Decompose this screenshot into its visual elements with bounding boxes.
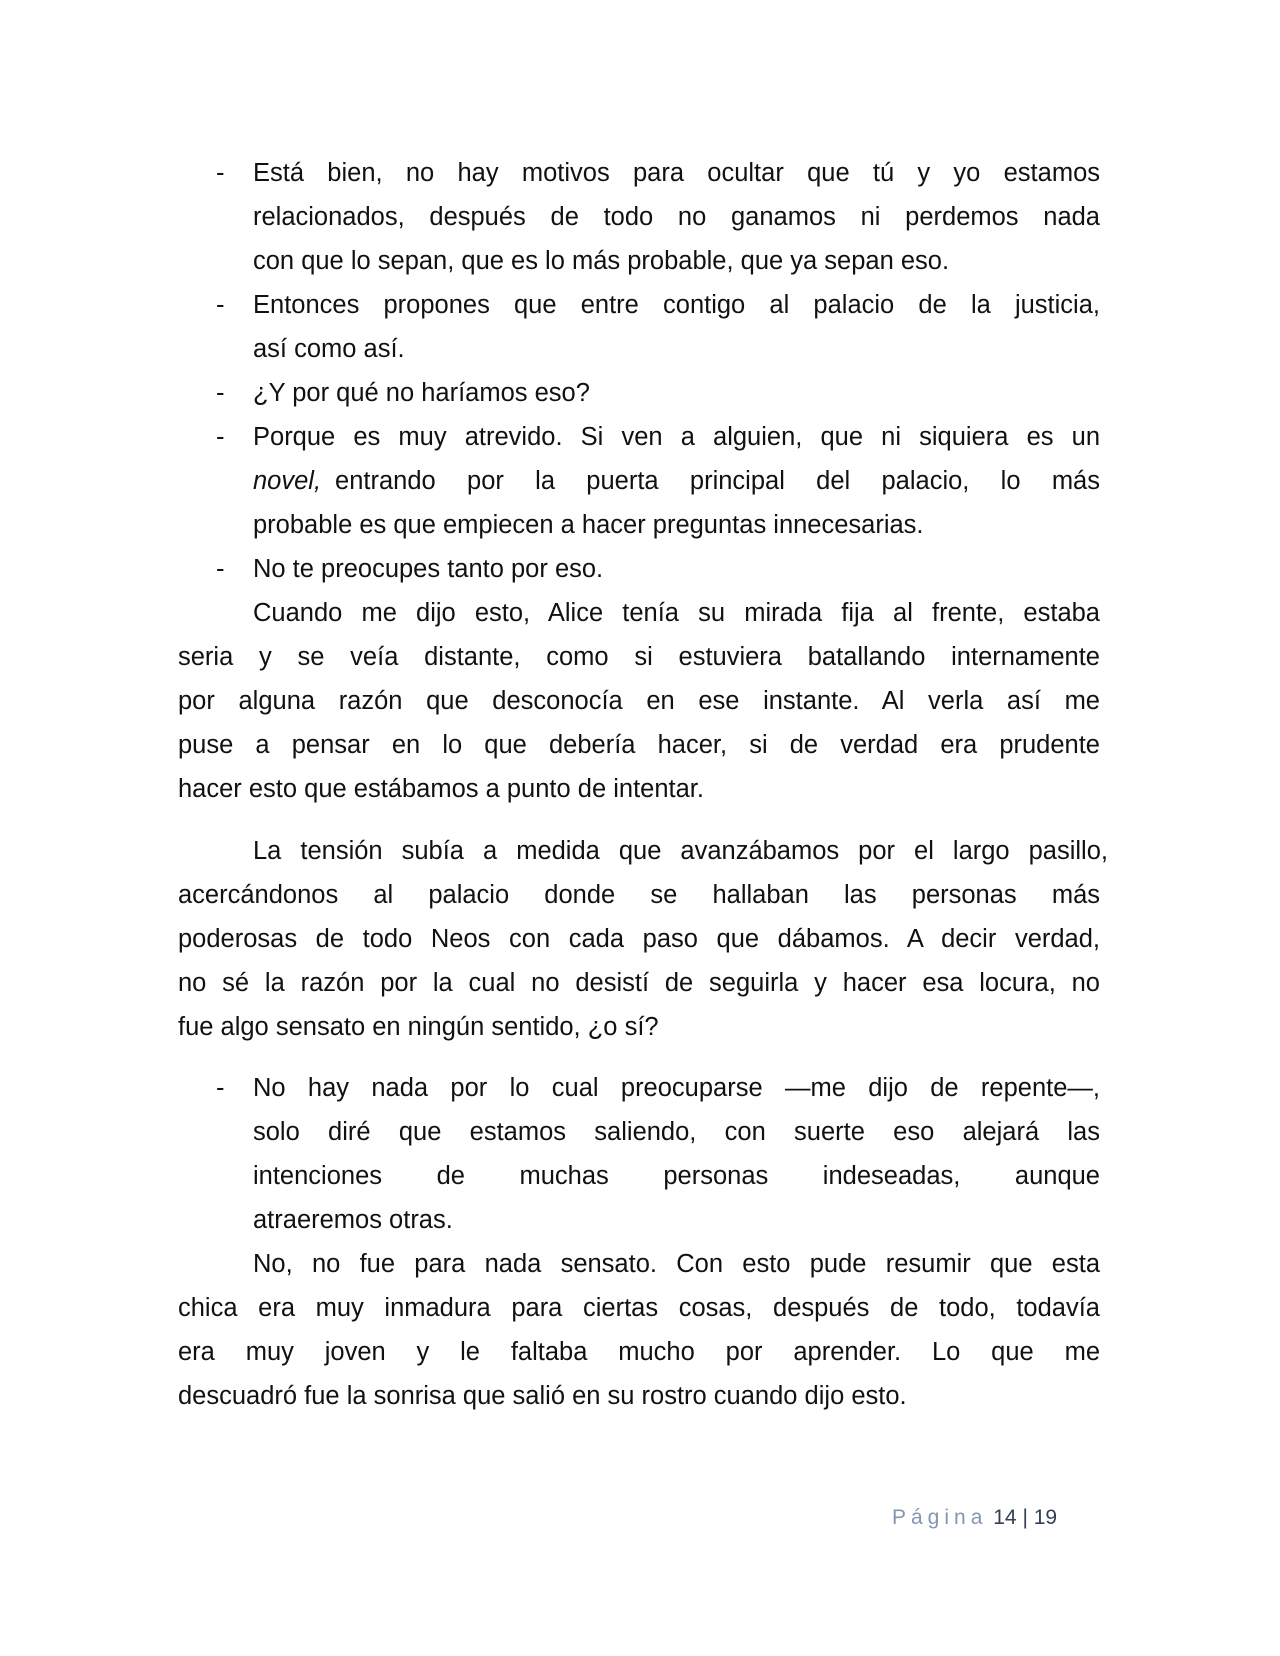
dialogue-dash: - — [216, 1074, 225, 1102]
text-line: No hay nada por lo cual preocuparse —me dijo de repente—, — [253, 1074, 1100, 1102]
text-line — [253, 466, 1100, 496]
text-line: por alguna razón que desconocía en ese instante. Al verla así me — [178, 687, 1100, 715]
text-line: La tensión subía a medida que avanzábamos por el largo pasillo, — [253, 837, 1108, 865]
dialogue-dash: - — [216, 379, 225, 407]
text-line: No, no fue para nada sensato. Con esto pude resumir que esta — [253, 1250, 1100, 1278]
text-line: Porque es muy atrevido. Si ven a alguien, que ni siquiera es un — [253, 423, 1100, 451]
page-total: 19 — [1033, 1506, 1058, 1529]
dialogue-dash: - — [216, 159, 225, 187]
page-number: 14 — [993, 1506, 1017, 1529]
dialogue-dash: - — [216, 291, 225, 319]
text-line: no sé la razón por la cual no desistí de seguirla y hacer esa locura, no — [178, 969, 1100, 997]
text-line: relacionados, después de todo no ganamos ni perdemos nada — [253, 203, 1100, 231]
text-line-rest: entrando por la puerta principal del palacio, lo más — [335, 467, 1100, 495]
text-line: Cuando me dijo esto, Alice tenía su mirada fija al frente, estaba — [253, 599, 1100, 627]
text-line: intenciones de muchas personas indeseadas, aunque — [253, 1162, 1100, 1190]
italic-word: novel, — [253, 467, 322, 495]
text-line: con que lo sepan, que es lo más probable, que ya sepan eso. — [253, 247, 950, 275]
dialogue-dash: - — [216, 555, 225, 583]
page-label: Página — [892, 1506, 988, 1529]
dialogue-dash: - — [216, 423, 225, 451]
text-line: era muy joven y le faltaba mucho por aprender. Lo que me — [178, 1338, 1100, 1366]
text-line: Está bien, no hay motivos para ocultar que tú y yo estamos — [253, 159, 1100, 187]
text-line: poderosas de todo Neos con cada paso que dábamos. A decir verdad, — [178, 925, 1100, 953]
page-footer — [892, 1505, 1057, 1531]
text-line: solo diré que estamos saliendo, con suerte eso alejará las — [253, 1118, 1100, 1146]
text-line: fue algo sensato en ningún sentido, ¿o sí? — [178, 1013, 659, 1041]
page-separator: | — [1022, 1506, 1028, 1529]
text-line: atraeremos otras. — [253, 1206, 453, 1234]
text-line: chica era muy inmadura para ciertas cosas, después de todo, todavía — [178, 1294, 1100, 1322]
text-line: hacer esto que estábamos a punto de intentar. — [178, 775, 704, 803]
text-line: seria y se veía distante, como si estuviera batallando internamente — [178, 643, 1100, 671]
text-line: así como así. — [253, 335, 405, 363]
text-line: probable es que empiecen a hacer preguntas innecesarias. — [253, 511, 924, 539]
text-line: puse a pensar en lo que debería hacer, si de verdad era prudente — [178, 731, 1100, 759]
text-line: acercándonos al palacio donde se hallaban las personas más — [178, 881, 1100, 909]
text-line: descuadró fue la sonrisa que salió en su rostro cuando dijo esto. — [178, 1382, 907, 1410]
text-line: ¿Y por qué no haríamos eso? — [253, 379, 590, 407]
text-line: Entonces propones que entre contigo al palacio de la justicia, — [253, 291, 1100, 319]
text-line: No te preocupes tanto por eso. — [253, 555, 604, 583]
